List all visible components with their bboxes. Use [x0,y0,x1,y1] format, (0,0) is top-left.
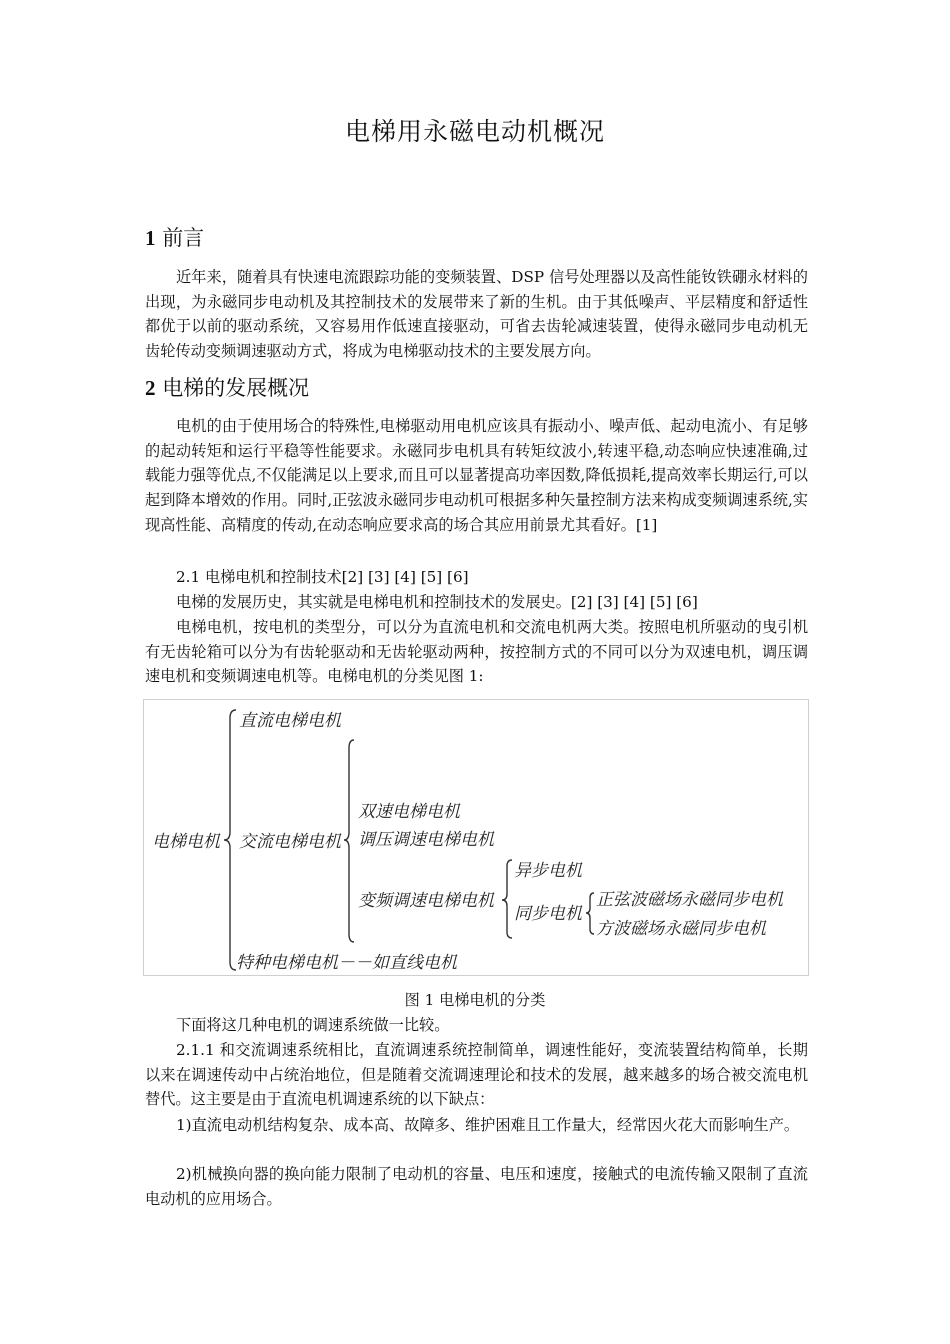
section-2-heading [145,372,309,402]
section-2-title: 电梯的发展概况 [162,376,310,400]
fig-dc-label: 直流电梯电机 [239,711,341,731]
section-2-number: 2 [145,376,156,400]
fig-special-label: 特种电梯电机－－如直线电机 [236,953,457,973]
fig-root-label: 电梯电机 [152,832,220,852]
fig-square-pm-label: 方波磁场永磁同步电机 [596,919,766,939]
sync-brace [586,893,594,934]
section-1-paragraph: 近年来，随着具有快速电流跟踪功能的变频装置、DSP 信号处理器以及高性能钕铁硼永材料的出现，为永磁同步电动机及其控制技术的发展带来了新的生机。由于其低噪声、平层精度和舒适性都优于以前的驱动系统，又容易用作低速直接驱动，可省去齿轮减速装置，使得永磁同步电动机无齿轮传动变频调速驱动方式，将成为电梯驱动技术的主要发展方向。 [145,268,808,361]
section-1-title: 前言 [162,226,205,250]
main-brace [224,710,236,970]
document-title: 电梯用永磁电动机概况 [344,117,605,146]
section-2-paragraph-2: 电梯的发展历史，其实就是电梯电机和控制技术的发展史。[2] [3] [4] [5] [6] [176,593,698,611]
section-1-number: 1 [145,226,156,250]
classification-figure [143,699,809,976]
fig-two-speed-label: 双速电梯电机 [358,802,460,822]
vvvf-brace [502,860,512,938]
classification-diagram [144,700,808,975]
fig-sync-label: 同步电机 [514,904,582,924]
fig-vvvf-label: 变频调速电梯电机 [358,891,494,911]
fig-sine-pm-label: 正弦波磁场永磁同步电机 [596,890,783,910]
section-2-paragraph-5: 2.1.1 和交流调速系统相比，直流调速系统控制简单，调速性能好，变流装置结构简单，长期以来在调速传动中占统治地位，但是随着交流调速理论和技术的发展，越来越多的场合被交流电机替代。这主要是由于直流电机调速系统的以下缺点： [145,1041,808,1109]
figure-caption: 图 1 电梯电机的分类 [404,991,546,1009]
section-2-paragraph-3: 电梯电机，按电机的类型分，可以分为直流电机和交流电机两大类。按照电机所驱动的曳引机有无齿轮箱可以分为有齿轮驱动和无齿轮驱动两种，按控制方式的不同可以分为双速电机，调压调速电机和变频调速电机等。电梯电机的分类见图 1: [145,618,808,686]
fig-voltage-reg-label: 调压调速电梯电机 [358,830,494,850]
section-2-paragraph-1: 电机的由于使用场合的特殊性,电梯驱动用电机应该具有振动小、噪声低、起动电流小、有足够的起动转矩和运行平稳等性能要求。永磁同步电机具有转矩纹波小,转速平稳,动态响应快速准确,过载能力强等优点,不仅能满足以上要求,而且可以显著提高功率因数,降低损耗,提高效率长期运行,可以起到降本增效的作用。同时,正弦波永磁同步电动机可根据多种矢量控制方法来构成变频调速系统,实现高性能、高精度的传动,在动态响应要求高的场合其应用前景尤其看好。[1] [145,417,808,534]
list-item-2: 2)机械换向器的换向能力限制了电动机的容量、电压和速度，接触式的电流传输又限制了直流电动机的应用场合。 [145,1165,808,1208]
subsection-2-1-heading: 2.1 电梯电机和控制技术[2] [3] [4] [5] [6] [176,568,469,586]
section-2-paragraph-4: 下面将这几种电机的调速系统做一比较。 [176,1016,450,1034]
ac-brace [344,740,354,942]
fig-ac-label: 交流电梯电机 [239,832,341,852]
fig-async-label: 异步电机 [514,861,582,881]
section-1-heading [145,222,204,252]
list-item-1: 1)直流电动机结构复杂、成本高、故障多、维护困难且工作量大，经常因火花大而影响生产。 [176,1116,800,1134]
